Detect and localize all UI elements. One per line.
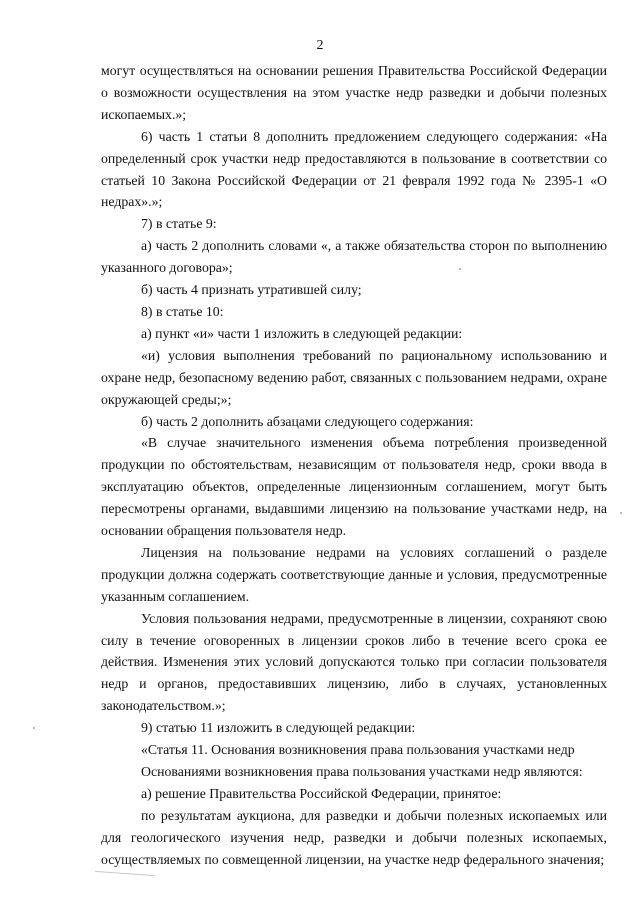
paragraph: по результатам аукциона, для разведки и добычи полезных ископаемых или для геологического изучения недр, разведки и добычи полезных ископаемых, осуществляемых по совмещенной лицензии, на участке недр федерального значения; (101, 807, 607, 867)
scan-dot (620, 512, 622, 514)
paragraph: Основаниями возникновения права пользования участками недр являются: (141, 764, 583, 779)
paragraph: Условия пользования недрами, предусмотренные в лицензии, сохраняют свою силу в течение оговоренных в лицензии сроков либо в течение всего срока ее действия. Изменения этих условий допускаются только при согласии пользователя недр и органов, предоставивших лицензию, либо в случаях, установленных законодательством.»; (101, 610, 607, 714)
document-body (101, 60, 607, 871)
paragraph: 9) статью 11 изложить в следующей редакции: (141, 720, 416, 736)
paragraph: б) часть 4 признать утратившей силу; (141, 282, 362, 298)
paragraph: 6) часть 1 статьи 8 дополнить предложением следующего содержания: «На определенный срок участки недр предоставляются в пользование в соответствии со статьей 10 Закона Российской Федерации от 21 февраля 1992 года № 2395-1 «О недрах».»; (101, 128, 607, 210)
scan-line (95, 871, 155, 876)
paragraph: а) решение Правительства Российской Федерации, принятое: (141, 785, 502, 801)
paragraph: «В случае значительного изменения объема потребления произведенной продукции по обстоятельствам, независящим от пользователя недр, сроки ввода в эксплуатацию объектов, определенные лицензионным соглашением, могут быть пересмотрены органами, выдавшими лицензию на пользование участками недр, на основании обращения пользователя недр. (101, 435, 607, 539)
paragraph: 8) в статье 10: (141, 303, 224, 319)
page-number: 2 (316, 38, 324, 53)
paragraph: могут осуществляться на основании решения Правительства Российской Федерации о возможности осуществления на этом участке недр разведки и добычи полезных ископаемых.»; (101, 63, 607, 122)
paragraph: «Статья 11. Основания возникновения права пользования участками недр (141, 742, 575, 758)
paragraph: а) часть 2 дополнить словами «, а также обязательства сторон по выполнению указанного договора»; (101, 238, 607, 276)
paragraph: Лицензия на пользование недрами на условиях соглашений о разделе продукции должна содержать соответствующие данные и условия, предусмотренные указанным соглашением. (101, 544, 607, 604)
paragraph: б) часть 2 дополнить абзацами следующего содержания: (141, 413, 474, 429)
paragraph: 7) в статье 9: (141, 216, 217, 232)
scan-dot (33, 727, 35, 729)
paragraph: а) пункт «и» части 1 изложить в следующей редакции: (141, 325, 463, 341)
scan-dot (459, 268, 461, 270)
paragraph: «и) условия выполнения требований по рациональному использованию и охране недр, безопасному ведению работ, связанных с пользованием недрами, охране окружающей среды;»; (101, 347, 607, 407)
